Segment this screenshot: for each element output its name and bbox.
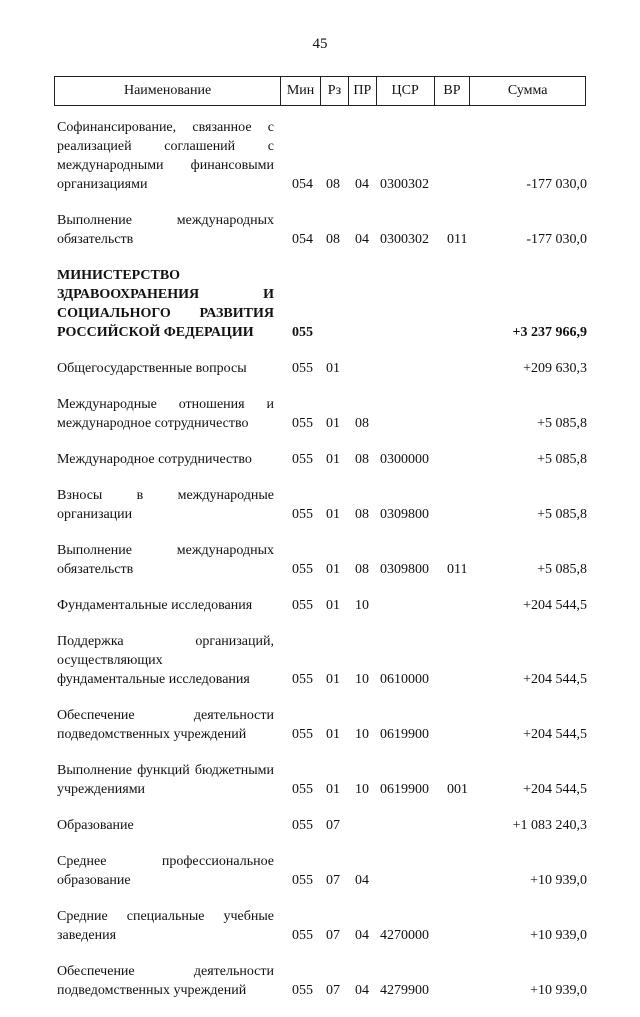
- table-row: [57, 450, 587, 469]
- table-row: [57, 486, 587, 524]
- table-row: [57, 962, 587, 1000]
- row-sum: +10 939,0: [530, 873, 587, 888]
- row-pr: 08: [355, 416, 369, 431]
- row-name: Софинансирование, связанное с реализацией соглашений с международными финансовыми организациями: [57, 120, 274, 192]
- page-number: 45: [312, 36, 328, 52]
- row-sum: +204 544,5: [523, 672, 587, 687]
- row-name: Выполнение международных обязательств: [57, 543, 274, 577]
- row-min: 054: [292, 177, 313, 192]
- row-min: 055: [292, 873, 313, 888]
- row-name: Выполнение функций бюджетными учреждениями: [57, 763, 274, 797]
- row-pr: 10: [355, 598, 369, 613]
- row-name: Взносы в международные организации: [57, 488, 274, 522]
- header-vr: ВР: [434, 77, 470, 105]
- table-row: [57, 118, 587, 194]
- row-pr: 10: [355, 672, 369, 687]
- row-rz: 07: [326, 983, 340, 998]
- table-row: [57, 706, 587, 744]
- row-rz: 07: [326, 928, 340, 943]
- row-rz: 01: [326, 782, 340, 797]
- table-row: [57, 632, 587, 689]
- row-name: Обеспечение деятельности подведомственных учреждений: [57, 708, 274, 742]
- row-sum: +10 939,0: [530, 928, 587, 943]
- table-row: [57, 541, 587, 579]
- row-sum: -177 030,0: [526, 177, 587, 192]
- row-rz: 07: [326, 818, 340, 833]
- row-sum: +5 085,8: [537, 562, 587, 577]
- row-sum: +204 544,5: [523, 727, 587, 742]
- row-name: Среднее профессиональное образование: [57, 854, 274, 888]
- row-sum: +209 630,3: [523, 361, 587, 376]
- row-csr: 0300000: [380, 452, 429, 467]
- row-name: Обеспечение деятельности подведомственных учреждений: [57, 964, 274, 998]
- row-min: 055: [292, 672, 313, 687]
- table-row: [57, 359, 587, 378]
- row-sum: +204 544,5: [523, 782, 587, 797]
- header-csr: ЦСР: [376, 77, 434, 105]
- row-name: Международное сотрудничество: [57, 452, 252, 467]
- row-min: 055: [292, 782, 313, 797]
- row-pr: 04: [355, 873, 369, 888]
- row-csr: 0300302: [380, 177, 429, 192]
- row-rz: 01: [326, 562, 340, 577]
- row-sum: +5 085,8: [537, 416, 587, 431]
- row-csr: 0619900: [380, 782, 429, 797]
- row-vr: 001: [447, 782, 468, 797]
- row-csr: 4270000: [380, 928, 429, 943]
- row-pr: 10: [355, 782, 369, 797]
- header-name: Наименование: [123, 83, 212, 98]
- row-pr: 08: [355, 562, 369, 577]
- row-rz: 08: [326, 232, 340, 247]
- row-rz: 07: [326, 873, 340, 888]
- row-name: Фундаментальные исследования: [57, 598, 253, 613]
- row-sum: +3 237 966,9: [512, 325, 587, 340]
- row-csr: 0619900: [380, 727, 429, 742]
- row-name: Поддержка организаций, осуществляющих фундаментальные исследования: [57, 634, 274, 687]
- row-name: Общегосударственные вопросы: [57, 361, 247, 376]
- row-name: МИНИСТЕРСТВО ЗДРАВООХРАНЕНИЯ И СОЦИАЛЬНОГО РАЗВИТИЯ РОССИЙСКОЙ ФЕДЕРАЦИИ: [57, 268, 274, 340]
- row-min: 055: [292, 361, 313, 376]
- row-min: 055: [292, 598, 313, 613]
- row-sum: +1 083 240,3: [512, 818, 587, 833]
- row-min: 055: [292, 818, 313, 833]
- row-sum: +5 085,8: [537, 452, 587, 467]
- table-header: [54, 76, 586, 106]
- row-min: 055: [292, 452, 313, 467]
- row-min: 055: [292, 416, 313, 431]
- table-row: [57, 907, 587, 945]
- table-row-ministry: [57, 266, 587, 342]
- row-rz: 01: [326, 727, 340, 742]
- table-row: [57, 596, 587, 615]
- row-name: Международные отношения и международное сотрудничество: [57, 397, 274, 431]
- row-pr: 04: [355, 232, 369, 247]
- row-vr: 011: [447, 562, 468, 577]
- row-pr: 10: [355, 727, 369, 742]
- row-csr: 0309800: [380, 562, 429, 577]
- row-name: Образование: [57, 818, 134, 833]
- row-sum: -177 030,0: [526, 232, 587, 247]
- row-pr: 04: [355, 928, 369, 943]
- header-rz: Рз: [320, 77, 348, 105]
- row-rz: 01: [326, 507, 340, 522]
- table-body: [57, 118, 587, 1017]
- header-sum: Сумма: [469, 77, 585, 105]
- row-csr: 0610000: [380, 672, 429, 687]
- row-sum: +10 939,0: [530, 983, 587, 998]
- row-min: 055: [292, 507, 313, 522]
- row-csr: 0300302: [380, 232, 429, 247]
- table-row: [57, 761, 587, 799]
- row-min: 055: [292, 983, 313, 998]
- row-rz: 01: [326, 598, 340, 613]
- row-csr: 0309800: [380, 507, 429, 522]
- row-sum: +5 085,8: [537, 507, 587, 522]
- row-sum: +204 544,5: [523, 598, 587, 613]
- row-rz: 01: [326, 361, 340, 376]
- table-row: [57, 395, 587, 433]
- table-row: [57, 816, 587, 835]
- table-row: [57, 852, 587, 890]
- row-rz: 01: [326, 672, 340, 687]
- row-min: 055: [292, 325, 313, 340]
- row-csr: 4279900: [380, 983, 429, 998]
- row-min: 055: [292, 727, 313, 742]
- row-min: 054: [292, 232, 313, 247]
- row-pr: 08: [355, 507, 369, 522]
- header-pr: ПР: [348, 77, 376, 105]
- row-rz: 08: [326, 177, 340, 192]
- row-pr: 04: [355, 983, 369, 998]
- table-row: [57, 211, 587, 249]
- header-min: Мин: [280, 77, 320, 105]
- row-rz: 01: [326, 416, 340, 431]
- row-vr: 011: [447, 232, 468, 247]
- row-pr: 08: [355, 452, 369, 467]
- row-name: Выполнение международных обязательств: [57, 213, 274, 247]
- row-rz: 01: [326, 452, 340, 467]
- row-pr: 04: [355, 177, 369, 192]
- row-name: Средние специальные учебные заведения: [57, 909, 274, 943]
- row-min: 055: [292, 562, 313, 577]
- row-min: 055: [292, 928, 313, 943]
